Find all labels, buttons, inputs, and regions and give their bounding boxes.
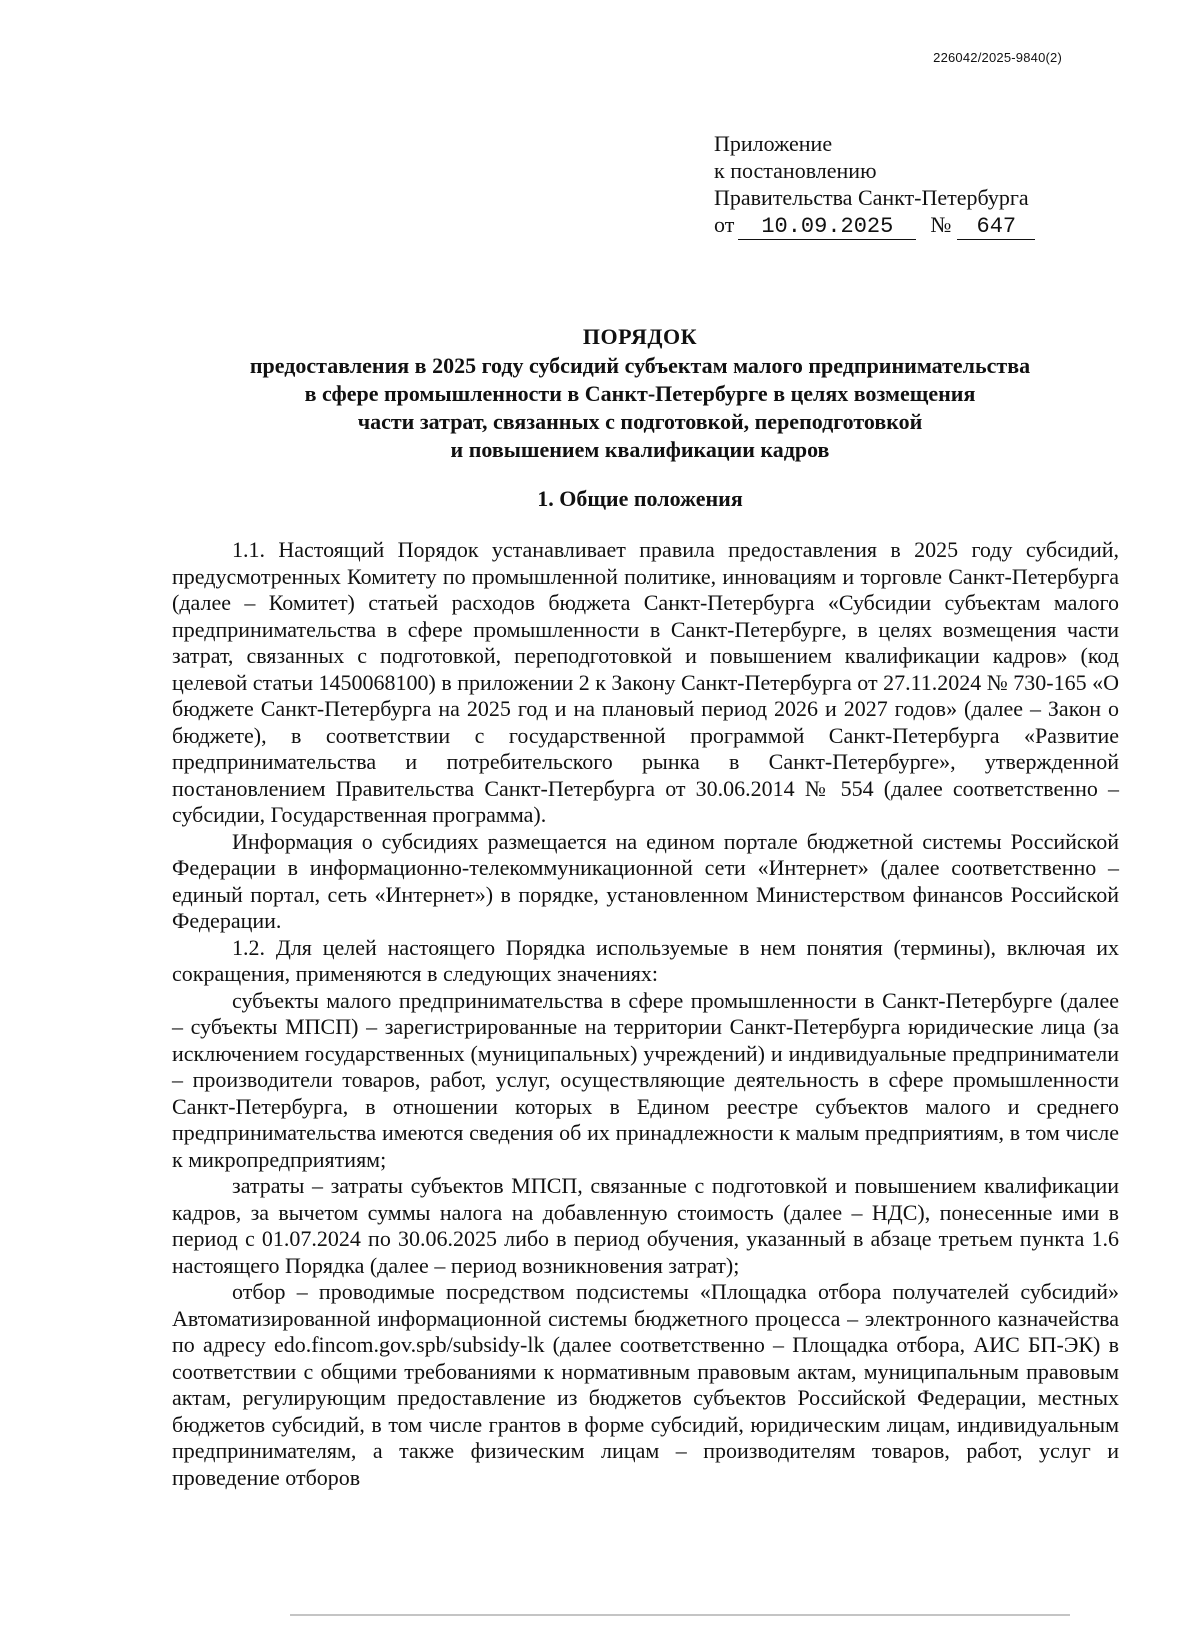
scan-edge-line — [290, 1614, 1070, 1616]
appendix-date-line — [714, 211, 1035, 240]
document-body — [172, 537, 1119, 1491]
paragraph-definition-costs: затраты – затраты субъектов МПСП, связанные с подготовкой и повышением квалификации кадров, за вычетом суммы налога на добавленную стоимость (далее – НДС), понесенные ими в период с 01.07.2024 по 30.06.2025 либо в период обучения, указанный в абзаце третьем пункта 1.6 настоящего Порядка (далее – период возникновения затрат); — [172, 1173, 1119, 1278]
appendix-block — [714, 130, 1035, 240]
document-subtitle-line-3: части затрат, связанных с подготовкой, переподготовкой — [357, 409, 923, 434]
number-label: № — [930, 212, 952, 237]
section-heading: 1. Общие положения — [537, 486, 743, 511]
paragraph-info: Информация о субсидиях размещается на едином портале бюджетной системы Российской Федерации в информационно-телекоммуникационной сети «Интернет» (далее соответственно – единый портал, сеть «Интернет») в порядке, установленном Министерством финансов Российской Федерации. — [172, 828, 1119, 933]
paragraph-1-2: 1.2. Для целей настоящего Порядка используемые в нем понятия (термины), включая их сокращения, применяются в следующих значениях: — [172, 934, 1119, 986]
appendix-line-1: Приложение — [714, 131, 833, 156]
appendix-line-3: Правительства Санкт-Петербурга — [714, 185, 1029, 210]
paragraph-definition-subjects: субъекты малого предпринимательства в сфере промышленности в Санкт-Петербурге (далее – субъекты МПСП) – зарегистрированные на территории Санкт-Петербурга юридические лица (за исключением государственных (муниципальных) учреждений) и индивидуальные предприниматели – производители товаров, работ, услуг, осуществляющие деятельность в сфере промышленности Санкт-Петербурга, в отношении которых в Едином реестре субъектов малого и среднего предпринимательства имеются сведения об их принадлежности к малым предприятиям, в том числе к микропредприятиям; — [172, 987, 1119, 1172]
paragraph-1-1: 1.1. Настоящий Порядок устанавливает правила предоставления в 2025 году субсидий, предусмотренных Комитету по промышленной политике, инновациям и торговле Санкт-Петербурга (далее – Комитет) статьей расходов бюджета Санкт-Петербурга «Субсидии субъектам малого предпринимательства в сфере промышленности в Санкт-Петербурге, в целях возмещения части затрат, связанных с подготовкой, переподготовкой и повышением квалификации кадров» (код целевой статьи 1450068100) в приложении 2 к Закону Санкт-Петербурга от 27.11.2024 № 730-165 «О бюджете Санкт-Петербурга на 2025 год и на плановый период 2026 и 2027 годов» (далее – Закон о бюджете), в соответствии с государственной программой Санкт-Петербурга «Развитие предпринимательства и потребительского рынка в Санкт-Петербурге», утвержденной постановлением Правительства Санкт-Петербурга от 30.06.2014 № 554 (далее соответственно – субсидии, Государственная программа). — [172, 537, 1119, 827]
paragraph-definition-selection: отбор – проводимые посредством подсистемы «Площадка отбора получателей субсидий» Автоматизированной информационной системы бюджетного процесса – электронного казначейства по адресу edo.fincom.gov.spb/subsidy-lk (далее соответственно – Площадка отбора, АИС БП-ЭК) в соответствии с общими требованиями к нормативным правовым актам, муниципальным правовым актам, регулирующим предоставление из бюджетов субъектов Российской Федерации, местных бюджетов субсидий, в том числе грантов в форме субсидий, юридическим лицам, индивидуальным предпринимателям, а также физическим лицам – производителям товаров, работ, услуг и проведение отборов — [172, 1279, 1119, 1490]
document-title: ПОРЯДОК — [582, 324, 698, 349]
resolution-date: 10.09.2025 — [738, 215, 916, 240]
document-subtitle-line-4: и повышением квалификации кадров — [450, 437, 830, 462]
document-registration-number: 226042/2025-9840(2) — [933, 50, 1062, 65]
appendix-line-2: к постановлению — [714, 158, 877, 183]
document-subtitle-line-1: предоставления в 2025 году субсидий субъектам малого предпринимательства — [249, 353, 1031, 378]
document-subtitle-line-2: в сфере промышленности в Санкт-Петербурге в целях возмещения — [304, 381, 976, 406]
resolution-number: 647 — [957, 215, 1035, 240]
document-title-block — [150, 323, 1130, 464]
date-prefix: от — [714, 212, 735, 237]
